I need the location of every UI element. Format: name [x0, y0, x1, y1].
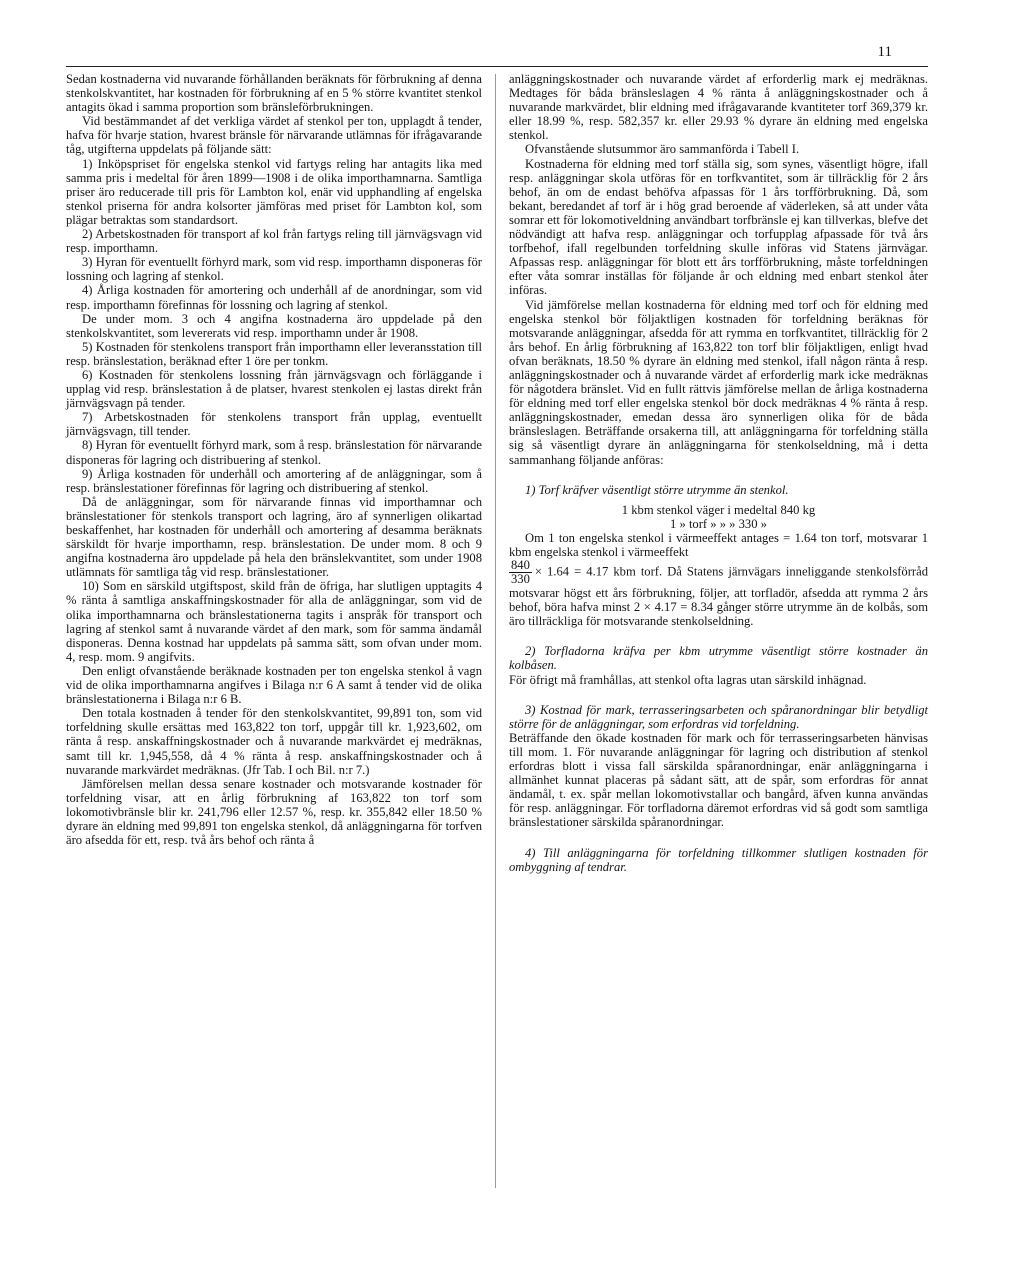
equation-line-2: 1 » torf » » » 330 »	[670, 516, 767, 531]
fraction-denominator: 330	[511, 572, 530, 587]
left-column	[66, 72, 482, 847]
right-paragraph-4: Vid jämförelse mellan kostnaderna för eldning med torf och för eldning med engelska stenkol bör följaktligen kostnaden för torfeldning beräknas för motsvarande anläggningar, afsedda för att rymma en torfkvantitet, tillräcklig för 2 års behof. En årlig förbrukning af 163,822 ton torf blir följaktligen, enligt hvad ofvan beräknats, 18.50 % dyrare än eldning med stenkol, ifall någon ränta å resp. anläggningskostnader och å nuvarande värdet af erforderlig mark icke medräknas för någotdera bränslet. Vid en fullt rättvis jämförelse mellan de årliga kostnaderna för eldning med torf eller engelska stenkol bör dock medräknas 4 % ränta å resp. anläggningskostnader, emedan dessa äro synnerligen olika för de båda bränsleslagen. Beträffande orsakerna till, att anläggningarna för torfeldning ställa sig så väsentligt dyrare än anläggningarna för stenkolseldning, må i detta sammanhang följande anföras:	[509, 297, 928, 467]
left-paragraph-jamforelsen: Jämförelsen mellan dessa senare kostnader och motsvarande kostnader för torfeldning visar, att en årlig förbrukning af 163,822 ton torf som lokomotivbränsle blir kr. 241,796 eller 12.57 %, resp. kr. 355,842 eller 18.50 % dyrare än eldning med 99,891 ton engelska stenkol, då anläggningarna för torfven äro afsedda för ett, resp. två års behof och ränta å	[66, 776, 482, 848]
right-column	[509, 72, 928, 874]
right-paragraph-8: Beträffande den ökade kostnaden för mark och för terrasseringsarbeten hänvisas till mom. 1. För nuvarande anläggningar för lagring och distribution af stenkol erfordras blott i vissa fall särskilda spåranordningar, enär anläggningarna i allmänhet kunnat placeras på sådant sätt, att de spår, som erfordras för annat ändamål, t. ex. spår mellan lokomotivstallar och bangård, äfven kunna användas för resp. anläggningar. För torfladorna däremot erfordras vid så godt som samtliga bränslestationer särskilda spåranordningar.	[509, 730, 928, 830]
fraction-numerator: 840	[511, 558, 530, 573]
column-divider	[495, 74, 496, 1188]
left-item-9: 9) Årliga kostnaden för underhåll och amortering af de anläggningar, som å resp. bränslestationer förefinnas för lagring och distribuering af stenkol.	[66, 466, 482, 495]
left-paragraph-1: Sedan kostnaderna vid nuvarande förhållanden beräknats för förbrukning af denna stenkolskvantitet, har kostnaden för förbrukning af en 5 % större kvantitet stenkol antagits ökad i samma proportion som bränsleförbrukningen.	[66, 72, 482, 115]
left-item-4: 4) Årliga kostnaden för amortering och underhåll af de anordningar, som vid resp. importhamn förefinnas för lossning och lagring af stenkol.	[66, 283, 482, 312]
left-item-8: 8) Hyran för eventuellt förhyrd mark, som å resp. bränslestation för närvarande disponeras för lagring och distribuering af stenkol.	[66, 438, 482, 467]
left-item-2: 2) Arbetskostnaden för transport af kol från fartygs reling till järnvägsvagn vid resp. importhamn.	[66, 227, 482, 256]
right-paragraph-5: Om 1 ton engelska stenkol i värmeeffekt antages = 1.64 ton torf, motsvarar 1 kbm engelska stenkol i värmeeffekt	[509, 530, 928, 559]
left-note-3-4: De under mom. 3 och 4 angifna kostnaderna äro uppdelade på den stenkolskvantitet, som levererats vid resp. importhamn under år 1908.	[66, 311, 482, 340]
left-paragraph-anlaggningar: Då de anläggningar, som för närvarande finnas vid importhamnar och bränslestationer för stenkols transport och lagring, äro af synnerligen olikartad beskaffenhet, har kostnaden för underhåll och amortering af desamma beräknats särskildt för hvarje importhamn, resp. bränslestation. De under mom. 8 och 9 angifna kostnaderna äro uppdelade på hela den bränslekvantitet, som under 1908 utlämnats för samtliga tåg vid resp. bränslestationer.	[66, 494, 482, 580]
fraction	[509, 559, 532, 586]
left-item-1: 1) Inköpspriset för engelska stenkol vid fartygs reling har antagits lika med samma pris i medeltal för åren 1899—1908 i de olika importhamnarna. Samtliga priser äro reducerade till pris för Lambton kol, enär vid upphandling af engelska stenkol priserna för andra kolsorter jämföras med priset för Lambton kol, som plägar betraktas som standardsort.	[66, 156, 482, 227]
top-rule	[66, 66, 928, 67]
section-heading-2: 2) Torfladorna kräfva per kbm utrymme väsentligt större kostnader än kolbåsen.	[509, 644, 928, 673]
left-item-10: 10) Som en särskild utgiftspost, skild från de öfriga, har slutligen upptagits 4 % ränta å samtliga anskaffningskostnader för alla de anläggningar, som vid de olika importhamnarna och bränslestationerna tagits i anspråk för transport och lagring af stenkol samt å nuvarande värdet af den mark, som för samma ändamål disponeras. Denna kostnad har uppdelats på samma sätt, som ofvan under mom. 4, resp. mom. 9 angifvits.	[66, 579, 482, 664]
section-heading-3: 3) Kostnad för mark, terrasseringsarbeten och spåranordningar blir betydligt större för de anläggningar, som erfordras vid torfeldning.	[509, 702, 928, 731]
right-paragraph-2: Ofvanstående slutsummor äro sammanförda i Tabell I.	[525, 142, 800, 157]
right-paragraph-6-text: × 1.64 = 4.17 kbm torf. Då Statens järnvägars inneliggande stenkolsförråd motsvarar högst ett års förbrukning, följer, att torfladör, afsedda att rymma 2 års behof, böra hafva minst 2 × 4.17 = 8.34 gånger större utrymme än de kolbås, som äro tillräckliga för motsvarande stenkolseldning.	[509, 564, 928, 629]
section-heading-1: 1) Torf kräfver väsentligt större utrymme än stenkol.	[525, 482, 789, 497]
section-heading-4: 4) Till anläggningarna för torfeldning tillkommer slutligen kostnaden för ombyggning af tendrar.	[509, 845, 928, 874]
left-paragraph-totala: Den totala kostnaden å tender för den stenkolskvantitet, 99,891 ton, som vid torfeldning skulle ersättas med 163,822 ton torf, uppgår till kr. 1,923,602, om ränta å resp. anskaffningskostnader och å nuvarande markvärdet ej medräknas, samt till kr. 1,945,558, då 4 % ränta å resp. anskaffningskostnader och å nuvarande markvärdet medräknas. (Jfr Tab. I och Bil. n:r 7.)	[66, 706, 482, 777]
right-paragraph-6	[509, 559, 928, 628]
right-paragraph-7: För öfrigt må framhållas, att stenkol ofta lagras utan särskild inhägnad.	[509, 672, 867, 687]
left-item-6: 6) Kostnaden för stenkolens lossning från järnvägsvagn och förläggande i upplag vid resp. bränslestation å de platser, hvarest stenkolen ej lastas direkt från järnvägsvagn på tender.	[66, 367, 482, 411]
left-paragraph-2: Vid bestämmandet af det verkliga värdet af stenkol per ton, upplagdt å tender, hafva för hvarje station, hvarest bränsle för närvarande utlämnas för ifrågavarande tåg, utgifterna uppdelats på följande sätt:	[66, 114, 482, 157]
left-item-5: 5) Kostnaden för stenkolens transport från importhamn eller leveransstation till resp. bränslestation, beräknad efter 1 öre per tonkm.	[66, 339, 482, 368]
left-item-3: 3) Hyran för eventuellt förhyrd mark, som vid resp. importhamn disponeras för lossning och lagring af stenkol.	[66, 255, 482, 284]
equation-line-1: 1 kbm stenkol väger i medeltal 840 kg	[621, 502, 816, 517]
right-paragraph-1: anläggningskostnader och nuvarande värdet af erforderlig mark ej medräknas. Medtages för båda bränsleslagen 4 % ränta å anläggningskostnader och å nuvarande markvärdet, blir eldning med ifrågavarande kvantiteter torf 369,379 kr. eller 18.99 %, resp. 582,357 kr. eller 29.93 % dyrare än eldning med engelska stenkol.	[509, 72, 928, 143]
left-paragraph-bilaga: Den enligt ofvanstående beräknade kostnaden per ton engelska stenkol å vagn vid de olika importhamnarna angifves i Bilaga n:r 6 A samt å tender vid de olika bränslestationerna i Bilaga n:r 6 B.	[66, 663, 482, 707]
right-paragraph-3: Kostnaderna för eldning med torf ställa sig, som synes, väsentligt högre, ifall resp. anläggningar skola utföras för en torfkvantitet, som är tillräcklig för 2 års behof, än om de endast behöfva afpassas för 1 års torfförbrukning. Då, som bekant, beredandet af torf är i hög grad beroende af väderleken, så att under våta somrar ett för lokomotiveldning användbart torfbränsle ej kan tillverkas, blefve det nödvändigt att hafva resp. anläggningar och torfupplag afpassade för två års torfbehof, ifall regelbunden torfeldning skulle införas vid Statens järnvägar. Afpassas resp. anläggningar för blott ett års torfförbrukning, måste torfeldningen efter våta somrar inställas för följande år och eldning med enbart stenkol åter införas.	[509, 156, 928, 298]
page-number: 11	[877, 44, 892, 60]
left-item-7: 7) Arbetskostnaden för stenkolens transport från upplag, eventuellt järnvägsvagn, till tender.	[66, 410, 482, 439]
